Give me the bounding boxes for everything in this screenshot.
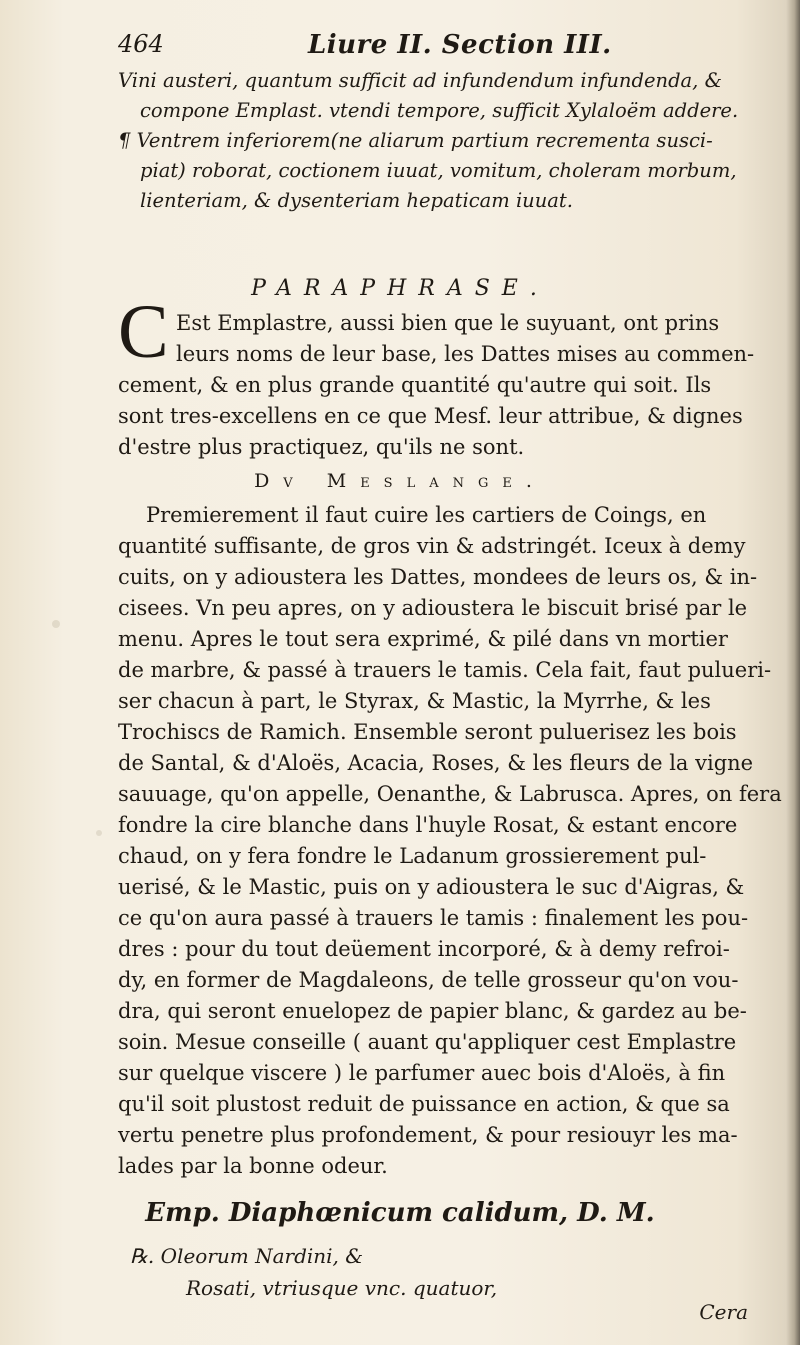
melange-line: uerisé, & le Mastic, puis on y adioustera le suc d'Aigras, &	[118, 875, 745, 899]
melange-line: dy, en former de Magdaleons, de telle grosseur qu'on vou-	[118, 968, 739, 992]
latin-line: piat) roborat, coctionem iuuat, vomitum, choleram morbum,	[140, 159, 737, 182]
melange-line: qu'il soit plustost reduit de puissance en action, & que sa	[118, 1092, 730, 1116]
melange-line: dra, qui seront enuelopez de papier blanc, & gardez au be-	[118, 999, 747, 1023]
melange-line: chaud, on y fera fondre le Ladanum grossierement pul-	[118, 844, 707, 868]
paraphrase-text-continued	[118, 370, 788, 463]
latin-line: Vini austeri, quantum sufficit ad infundendum infundenda, &	[118, 69, 722, 92]
paraphrase-line: leurs noms de leur base, les Dattes mises au commen-	[176, 341, 755, 366]
recipe-ingredients	[130, 1240, 497, 1304]
paraphrase-heading: PARAPHRASE.	[251, 276, 549, 301]
melange-heading: Dv Meslange.	[254, 470, 546, 492]
recipe-line: Rosati, vtriusque vnc. quatuor,	[186, 1276, 498, 1300]
melange-line: de Santal, & d'Aloës, Acacia, Roses, & les fleurs de la vigne	[118, 751, 754, 775]
melange-line: Trochiscs de Ramich. Ensemble seront puluerisez les bois	[118, 720, 737, 744]
paraphrase-line: cement, & en plus grande quantité qu'autre qui soit. Ils	[118, 373, 712, 397]
melange-line: Premierement il faut cuire les cartiers de Coings, en	[146, 503, 707, 527]
melange-line: cuits, on y adioustera les Dattes, mondees de leurs os, & in-	[118, 565, 758, 589]
melange-line: fondre la cire blanche dans l'huyle Rosat, & estant encore	[118, 813, 738, 837]
melange-line: menu. Apres le tout sera exprimé, & pilé dans vn mortier	[118, 627, 728, 651]
page-edge-shadow	[786, 0, 800, 1345]
catchword: Cera	[699, 1300, 748, 1324]
melange-line: dres : pour du tout deüement incorporé, & à demy refroi-	[118, 937, 730, 961]
melange-line: de marbre, & passé à trauers le tamis. Cela fait, faut pulueri-	[118, 658, 772, 682]
melange-line: sur quelque viscere ) le parfumer auec bois d'Aloës, à fin	[118, 1061, 726, 1085]
drop-cap: C	[118, 290, 169, 374]
melange-line: ce qu'on aura passé à trauers le tamis : finalement les pou-	[118, 906, 749, 930]
melange-line: soin. Mesue conseille ( auant qu'appliquer cest Emplastre	[118, 1030, 737, 1054]
recipe-heading: Emp. Diaphœnicum calidum, D. M.	[145, 1198, 655, 1228]
ink-spot	[52, 620, 60, 628]
melange-line: vertu penetre plus profondement, & pour resiouyr les ma-	[118, 1123, 738, 1147]
paraphrase-line: sont tres-excellens en ce que Mesf. leur attribue, & dignes	[118, 404, 743, 428]
melange-line: sauuage, qu'on appelle, Oenanthe, & Labrusca. Apres, on fera	[118, 782, 782, 806]
page-number: 464	[118, 30, 164, 58]
melange-line: quantité suffisante, de gros vin & adstringét. Iceux à demy	[118, 534, 746, 558]
melange-text	[118, 500, 788, 1182]
melange-line: lades par la bonne odeur.	[118, 1154, 388, 1178]
paraphrase-text	[126, 308, 786, 369]
paraphrase-line: Est Emplastre, aussi bien que le suyuant, ont prins	[176, 311, 720, 335]
melange-line: cisees. Vn peu apres, on y adioustera le biscuit brisé par le	[118, 596, 748, 620]
page-header	[118, 30, 758, 62]
ink-spot	[96, 830, 102, 836]
melange-line: ser chacun à part, le Styrax, & Mastic, la Myrrhe, & les	[118, 689, 711, 713]
latin-line: compone Emplast. vtendi tempore, sufficit Xylaloëm addere.	[140, 99, 739, 122]
latin-prescription	[118, 66, 778, 216]
paraphrase-line: d'estre plus practiquez, qu'ils ne sont.	[118, 435, 525, 459]
running-title: Liure II. Section III.	[308, 30, 612, 60]
recipe-line: ℞. Oleorum Nardini, &	[130, 1244, 364, 1268]
latin-line: ¶ Ventrem inferiorem(ne aliarum partium recrementa susci-	[118, 129, 713, 152]
latin-line: lienteriam, & dysenteriam hepaticam iuuat.	[140, 189, 573, 212]
